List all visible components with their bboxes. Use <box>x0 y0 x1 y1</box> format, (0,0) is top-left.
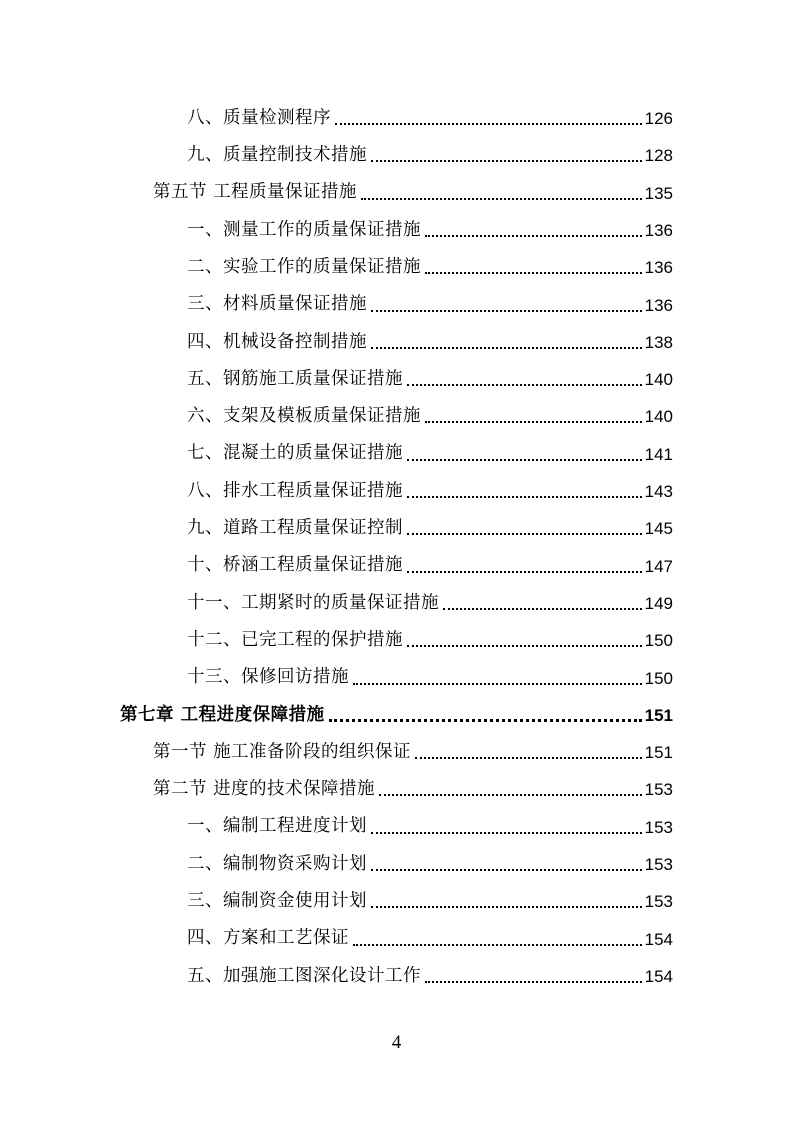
dot-leader <box>371 309 642 312</box>
toc-entry-label: 二、实验工作的质量保证措施 <box>187 256 421 277</box>
toc-entry-label: 第五节 工程质量保证措施 <box>153 182 358 203</box>
dot-leader <box>329 718 642 722</box>
toc-entry-label: 七、混凝土的质量保证措施 <box>187 443 403 464</box>
dot-leader <box>415 756 642 759</box>
dot-leader <box>371 159 642 162</box>
toc-entry-page: 126 <box>644 109 673 128</box>
toc-entry[interactable] <box>187 324 673 361</box>
toc-entry[interactable] <box>153 734 673 771</box>
toc-entry-label: 一、编制工程进度计划 <box>187 816 367 837</box>
toc-entry-page: 128 <box>644 146 673 166</box>
toc-entry-label: 五、钢筋施工质量保证措施 <box>187 368 403 389</box>
toc-entry-page: 143 <box>644 482 673 501</box>
dot-leader <box>379 793 642 796</box>
dot-leader <box>371 905 642 908</box>
toc-entry[interactable] <box>187 100 673 137</box>
toc-entry[interactable] <box>187 548 673 585</box>
toc-entry-label: 十、桥涵工程质量保证措施 <box>187 555 403 576</box>
toc-entry-page: 136 <box>644 295 673 315</box>
toc-entry-label: 第一节 施工准备阶段的组织保证 <box>153 741 412 762</box>
toc-entry-label: 八、质量检测程序 <box>187 107 331 128</box>
toc-entry-page: 140 <box>644 370 673 390</box>
toc-entry[interactable] <box>187 510 673 547</box>
toc-entry-page: 136 <box>644 220 673 240</box>
toc-entry-page: 138 <box>644 332 673 352</box>
toc-entry-label: 二、编制物资采购计划 <box>187 853 367 874</box>
toc-entry[interactable] <box>120 697 673 734</box>
toc-entry[interactable] <box>187 660 673 697</box>
dot-leader <box>335 122 642 125</box>
toc-entry-label: 六、支架及模板质量保证措施 <box>187 406 421 427</box>
toc-entry-label: 十三、保修回访措施 <box>187 667 349 688</box>
toc-entry[interactable] <box>187 921 673 958</box>
dot-leader <box>425 980 642 983</box>
dot-leader <box>407 383 642 386</box>
dot-leader <box>353 682 642 685</box>
dot-leader <box>407 458 642 461</box>
toc-entry-page: 150 <box>644 668 673 688</box>
toc-entry-page: 151 <box>644 743 673 763</box>
toc-entry-page: 153 <box>644 780 673 800</box>
toc-entry[interactable] <box>187 287 673 324</box>
toc-entry-page: 136 <box>644 258 673 278</box>
dot-leader <box>407 644 642 647</box>
toc-entry-label: 三、材料质量保证措施 <box>187 294 367 315</box>
dot-leader <box>407 495 642 498</box>
toc-entry-page: 150 <box>644 631 673 651</box>
toc-entry-label: 四、方案和工艺保证 <box>187 928 349 949</box>
toc-entry[interactable] <box>187 137 673 174</box>
toc-entry-label: 九、质量控制技术措施 <box>187 145 367 166</box>
page-number: 4 <box>391 1032 402 1053</box>
toc-entry[interactable] <box>187 398 673 435</box>
toc-entry[interactable] <box>187 622 673 659</box>
dot-leader <box>407 532 642 535</box>
toc-entry[interactable] <box>187 473 673 510</box>
toc-entry-label: 五、加强施工图深化设计工作 <box>187 965 421 986</box>
toc-entry[interactable] <box>187 883 673 920</box>
toc-entry-page: 154 <box>644 929 673 949</box>
dot-leader <box>407 570 642 573</box>
dot-leader <box>371 346 642 349</box>
dot-leader <box>443 607 642 610</box>
toc-entry-page: 147 <box>644 556 673 576</box>
toc-entry-page: 140 <box>644 407 673 427</box>
toc-entry-page: 145 <box>644 519 673 539</box>
toc-entry[interactable] <box>187 249 673 286</box>
toc-entry[interactable] <box>187 846 673 883</box>
dot-leader <box>425 234 642 237</box>
dot-leader <box>353 943 642 946</box>
toc-entry-label: 九、道路工程质量保证控制 <box>187 518 403 539</box>
toc-entry-label: 一、测量工作的质量保证措施 <box>187 219 421 240</box>
toc-entry-label: 第七章 工程进度保障措施 <box>120 704 325 725</box>
toc-entry[interactable] <box>187 809 673 846</box>
toc-entry-page: 153 <box>644 892 673 912</box>
toc-entry-label: 三、编制资金使用计划 <box>187 891 367 912</box>
dot-leader <box>371 831 642 834</box>
toc-entry-page: 135 <box>644 183 673 203</box>
toc-entry-label: 十二、已完工程的保护措施 <box>187 629 403 650</box>
toc-entry-label: 四、机械设备控制措施 <box>187 331 367 352</box>
toc-entry[interactable] <box>187 361 673 398</box>
toc-entry[interactable] <box>153 175 673 212</box>
toc-entry-page: 153 <box>644 855 673 874</box>
toc-entry-page: 154 <box>644 966 673 986</box>
toc-entry[interactable] <box>187 585 673 622</box>
toc-entry[interactable] <box>187 958 673 995</box>
toc-entry-label: 第二节 进度的技术保障措施 <box>153 779 376 800</box>
toc-entry-page: 151 <box>644 705 673 725</box>
toc-entry-page: 141 <box>644 444 673 464</box>
toc-entry-page: 149 <box>644 593 673 613</box>
toc-entry-label: 十一、工期紧时的质量保证措施 <box>187 592 439 613</box>
toc-entry[interactable] <box>187 212 673 249</box>
toc-entry[interactable] <box>153 771 673 808</box>
dot-leader <box>425 271 642 274</box>
dot-leader <box>361 197 642 200</box>
toc-entry-label: 八、排水工程质量保证措施 <box>187 480 403 501</box>
toc-entry-page: 153 <box>644 817 673 837</box>
dot-leader <box>425 420 642 423</box>
toc-entry[interactable] <box>187 436 673 473</box>
dot-leader <box>371 868 642 871</box>
